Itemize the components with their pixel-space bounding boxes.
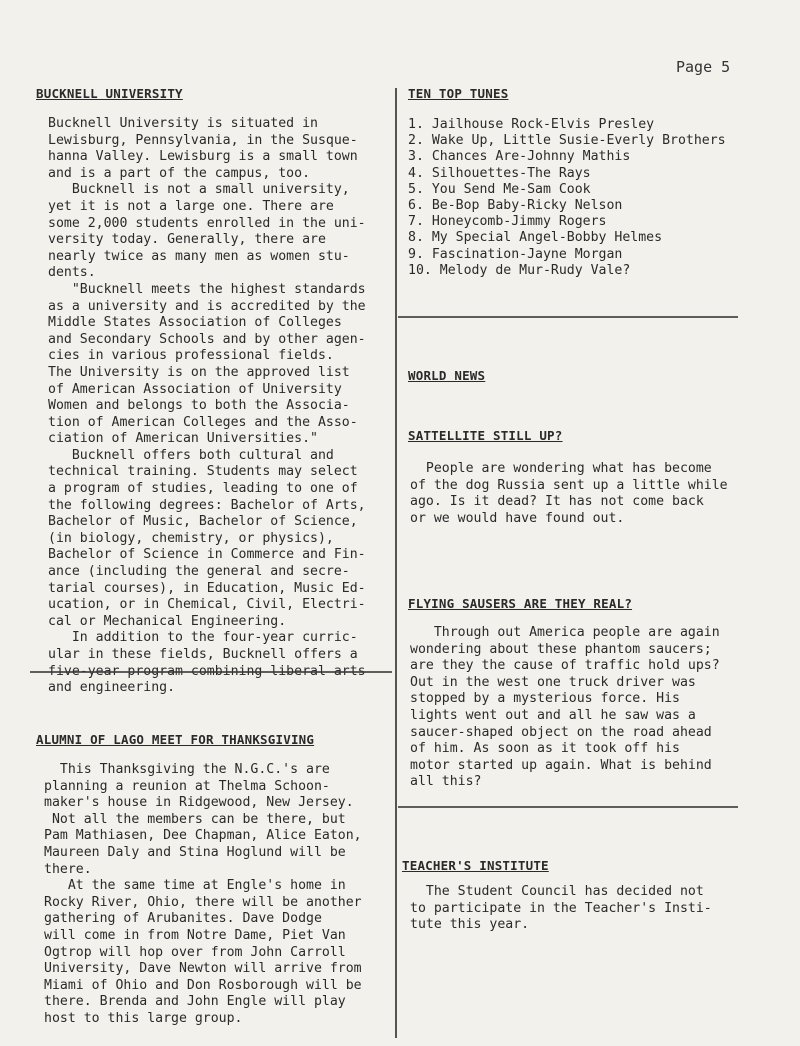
text-line: of American Association of University xyxy=(48,381,342,397)
text-line: Maureen Daly and Stina Hoglund will be xyxy=(44,844,346,860)
text-line: cal or Mechanical Engineering. xyxy=(48,613,287,629)
text-line: of the dog Russia sent up a little while xyxy=(410,477,728,493)
tune-item: 4. Silhouettes-The Rays xyxy=(408,165,591,181)
text-line: there. Brenda and John Engle will play xyxy=(44,994,346,1010)
text-line: maker's house in Ridgewood, New Jersey. xyxy=(44,795,354,811)
bucknell-article xyxy=(48,116,366,697)
text-line: Through out America people are again xyxy=(410,625,720,640)
saucers-article xyxy=(410,625,720,791)
section-divider xyxy=(30,671,392,673)
text-line: ular in these fields, Bucknell offers a xyxy=(48,647,358,662)
text-line: The Student Council has decided not xyxy=(410,884,704,899)
top-tunes-list xyxy=(408,117,726,279)
satellite-heading: SATTELLITE STILL UP? xyxy=(408,428,563,443)
text-line: "Bucknell meets the highest standards xyxy=(48,281,366,297)
text-line: motor started up again. What is behind xyxy=(410,757,712,773)
alumni-article xyxy=(44,762,362,1028)
world-news-heading: WORLD NEWS xyxy=(408,368,486,383)
text-line: tion of American Colleges and the Asso- xyxy=(48,414,358,430)
tune-item: 8. My Special Angel-Bobby Helmes xyxy=(408,230,663,246)
text-line: tarial courses), in Education, Music Ed- xyxy=(48,580,366,596)
page-number: Page 5 xyxy=(676,58,731,76)
text-line: a program of studies, leading to one of xyxy=(48,481,358,497)
text-line: ucation, or in Chemical, Civil, Electri- xyxy=(48,597,366,613)
tune-item: 3. Chances Are-Johnny Mathis xyxy=(408,149,631,165)
text-line: tute this year. xyxy=(410,917,530,933)
text-line: Pam Mathiasen, Dee Chapman, Alice Eaton, xyxy=(44,828,362,844)
text-line: of him. As soon as it took off his xyxy=(410,741,680,757)
text-line: University, Dave Newton will arrive from xyxy=(44,961,362,977)
text-line: Women and belongs to both the Associa- xyxy=(48,398,350,414)
text-line: gathering of Arubanites. Dave Dodge xyxy=(44,911,322,927)
teachers-heading: TEACHER'S INSTITUTE xyxy=(402,858,549,873)
tune-item: 6. Be-Bop Baby-Ricky Nelson xyxy=(408,198,623,214)
text-line: The University is on the approved list xyxy=(48,364,350,380)
alumni-heading: ALUMNI OF LAGO MEET FOR THANKSGIVING xyxy=(36,732,315,747)
text-line: the following degrees: Bachelor of Arts, xyxy=(48,497,366,513)
text-line: and is a part of the campus, too. xyxy=(48,165,311,181)
text-line: there. xyxy=(44,861,92,877)
text-line: as a university and is accredited by the xyxy=(48,298,366,314)
text-line: lights went out and all he saw was a xyxy=(410,707,696,723)
text-line: Rocky River, Ohio, there will be another xyxy=(44,894,362,910)
tune-item: 7. Honeycomb-Jimmy Rogers xyxy=(408,214,607,230)
saucers-heading: FLYING SAUSERS ARE THEY REAL? xyxy=(408,596,633,611)
section-divider xyxy=(398,316,738,318)
tune-item: 5. You Send Me-Sam Cook xyxy=(408,181,591,197)
text-line: some 2,000 students enrolled in the uni- xyxy=(48,215,366,231)
text-line: to participate in the Teacher's Insti- xyxy=(410,900,712,916)
text-line: (in biology, chemistry, or physics), xyxy=(48,530,334,546)
text-line: saucer-shaped object on the road ahead xyxy=(410,724,712,740)
bucknell-heading: BUCKNELL UNIVERSITY xyxy=(36,86,183,101)
text-line: ciation of American Universities." xyxy=(48,431,318,447)
text-line: and engineering. xyxy=(48,680,176,696)
text-line: Not all the members can be there, but xyxy=(44,811,346,827)
text-line: In addition to the four-year curric- xyxy=(48,630,358,646)
text-line: versity today. Generally, there are xyxy=(48,232,326,248)
column-divider xyxy=(395,88,397,1038)
text-line: Bachelor of Science in Commerce and Fin- xyxy=(48,547,366,563)
text-line: will come in from Notre Dame, Piet Van xyxy=(44,927,346,943)
text-line: Ogtrop will hop over from John Carroll xyxy=(44,944,346,960)
text-line: Middle States Association of Colleges xyxy=(48,315,342,331)
text-line: host to this large group. xyxy=(44,1010,243,1026)
tune-item: 2. Wake Up, Little Susie-Everly Brothers xyxy=(408,133,726,149)
text-line: planning a reunion at Thelma Schoon- xyxy=(44,778,330,794)
text-line: all this? xyxy=(410,774,482,790)
satellite-article xyxy=(410,461,728,527)
text-line: People are wondering what has become xyxy=(410,461,712,476)
text-line: wondering about these phantom saucers; xyxy=(410,641,712,657)
text-line: dents. xyxy=(48,265,96,281)
section-divider xyxy=(398,806,738,808)
text-line: technical training. Students may select xyxy=(48,464,358,480)
text-line: or we would have found out. xyxy=(410,510,625,526)
text-line: Bucknell University is situated in xyxy=(48,116,318,131)
text-line: nearly twice as many men as women stu- xyxy=(48,248,350,264)
text-line: are they the cause of traffic hold ups? xyxy=(410,658,720,674)
tune-item: 10. Melody de Mur-Rudy Vale? xyxy=(408,262,631,278)
tune-item: 1. Jailhouse Rock-Elvis Presley xyxy=(408,117,655,132)
text-line: Bachelor of Music, Bachelor of Science, xyxy=(48,514,358,530)
text-line: Lewisburg, Pennsylvania, in the Susque- xyxy=(48,132,358,148)
teachers-article xyxy=(410,884,712,934)
tune-item: 9. Fascination-Jayne Morgan xyxy=(408,246,623,262)
text-line: cies in various professional fields. xyxy=(48,348,334,364)
text-line: Out in the west one truck driver was xyxy=(410,674,696,690)
text-line: Miami of Ohio and Don Rosborough will be xyxy=(44,977,362,993)
text-line: hanna Valley. Lewisburg is a small town xyxy=(48,149,358,165)
text-line: At the same time at Engle's home in xyxy=(44,878,346,894)
text-line: ago. Is it dead? It has not come back xyxy=(410,494,704,510)
text-line: and Secondary Schools and by other agen- xyxy=(48,331,366,347)
text-line: This Thanksgiving the N.G.C.'s are xyxy=(44,762,330,777)
text-line: ance (including the general and secre- xyxy=(48,564,350,580)
text-line: Bucknell is not a small university, xyxy=(48,182,350,198)
text-line: yet it is not a large one. There are xyxy=(48,198,334,214)
text-line: stopped by a mysterious force. His xyxy=(410,691,680,707)
tunes-heading: TEN TOP TUNES xyxy=(408,86,509,101)
text-line: Bucknell offers both cultural and xyxy=(48,447,334,463)
